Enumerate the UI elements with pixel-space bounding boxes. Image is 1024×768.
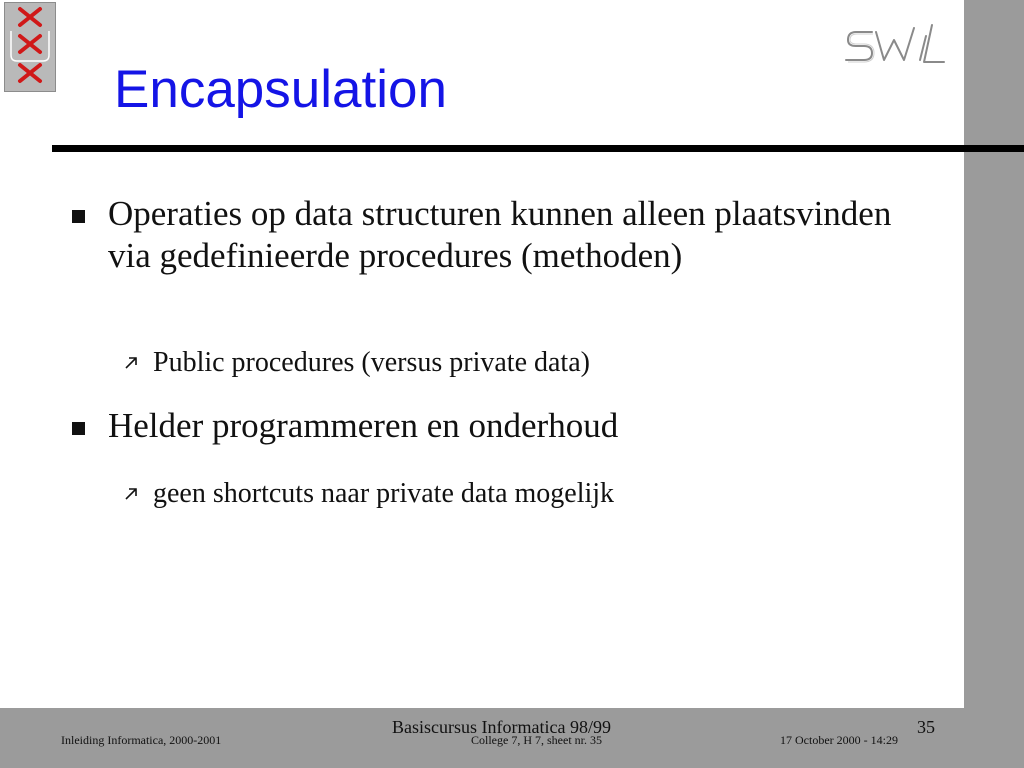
bullet-text: Operaties op data structuren kunnen alleen plaatsvinden via gedefinieerde procedures (methoden)	[108, 194, 892, 275]
bullet-item	[108, 193, 908, 277]
north-east-arrow-icon	[124, 356, 138, 370]
university-crest-logo	[4, 2, 56, 92]
footer-course-name: Basiscursus Informatica 98/99	[392, 717, 611, 737]
slide-title: Encapsulation	[114, 60, 447, 119]
filled-square-icon	[72, 422, 85, 435]
crest-icon	[5, 3, 55, 91]
bullet-text: Helder programmeren en onderhoud	[108, 406, 619, 445]
swi-logo-icon	[840, 20, 950, 70]
sub-bullet-item	[153, 477, 913, 511]
footer-page-number: 35	[917, 717, 935, 737]
sub-bullet-text: geen shortcuts naar private data mogelijk	[153, 478, 615, 509]
footer-sheet-info: College 7, H 7, sheet nr. 35	[471, 733, 602, 747]
filled-square-icon	[72, 210, 85, 223]
title-rule	[52, 145, 1024, 152]
north-east-arrow-icon	[124, 487, 138, 501]
swi-logo	[840, 20, 950, 70]
footer-course-year: Inleiding Informatica, 2000-2001	[61, 733, 222, 747]
bullet-item	[108, 405, 908, 447]
footer-date: 17 October 2000 - 14:29	[780, 733, 898, 747]
sub-bullet-item	[153, 346, 913, 380]
right-gray-band	[964, 0, 1024, 768]
sub-bullet-text: Public procedures (versus private data)	[153, 347, 590, 378]
